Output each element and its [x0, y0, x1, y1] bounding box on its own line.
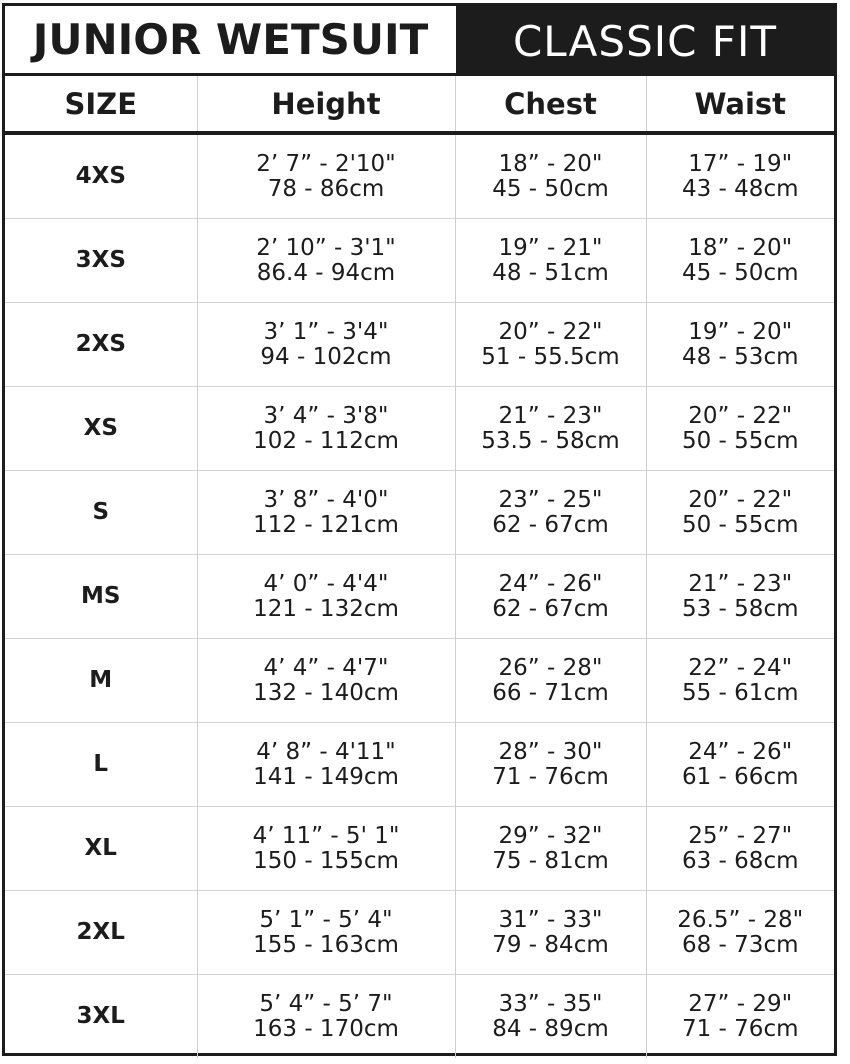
table-row	[5, 555, 834, 639]
height-inches: 4’ 4” - 4'7"	[263, 654, 389, 681]
size-cell: 3XS	[5, 219, 197, 303]
chest-inches: 33” - 35"	[498, 990, 603, 1017]
waist-inches: 26.5” - 28"	[677, 906, 804, 933]
chest-centimeters: 66 - 71cm	[492, 679, 609, 706]
waist-inches: 20” - 22"	[688, 402, 793, 429]
waist-centimeters: 68 - 73cm	[681, 931, 799, 958]
height-cell	[197, 303, 455, 387]
table-row	[5, 303, 834, 387]
chest-cell	[455, 387, 646, 471]
height-centimeters: 94 - 102cm	[260, 343, 392, 370]
waist-inches: 22” - 24"	[688, 654, 793, 681]
table-row	[5, 891, 834, 975]
height-cell	[197, 975, 455, 1059]
waist-cell	[646, 639, 834, 723]
waist-centimeters: 45 - 50cm	[681, 259, 799, 286]
waist-centimeters: 71 - 76cm	[681, 1015, 799, 1042]
size-cell: MS	[5, 555, 197, 639]
chest-cell	[455, 471, 646, 555]
size-cell: XL	[5, 807, 197, 891]
waist-centimeters: 61 - 66cm	[681, 763, 799, 790]
height-cell	[197, 807, 455, 891]
chest-inches: 20” - 22"	[498, 318, 603, 345]
waist-centimeters: 50 - 55cm	[681, 427, 799, 454]
waist-inches: 19” - 20"	[688, 318, 793, 345]
column-header-height: Height	[197, 76, 455, 133]
waist-inches: 21” - 23"	[688, 570, 793, 597]
chest-cell	[455, 219, 646, 303]
height-centimeters: 78 - 86cm	[267, 175, 385, 202]
chest-inches: 24” - 26"	[498, 570, 603, 597]
waist-cell	[646, 723, 834, 807]
size-cell: 3XL	[5, 975, 197, 1059]
table-row	[5, 387, 834, 471]
chest-inches: 29” - 32"	[498, 822, 603, 849]
height-inches: 3’ 1” - 3'4"	[263, 318, 389, 345]
waist-inches: 24” - 26"	[688, 738, 793, 765]
table-row	[5, 219, 834, 303]
waist-centimeters: 48 - 53cm	[681, 343, 799, 370]
table-row	[5, 975, 834, 1059]
waist-centimeters: 43 - 48cm	[681, 175, 799, 202]
chest-inches: 19” - 21"	[498, 234, 603, 261]
column-header-size: SIZE	[5, 76, 197, 133]
chest-cell	[455, 133, 646, 219]
table-body	[5, 133, 834, 1058]
height-inches: 3’ 8” - 4'0"	[263, 486, 389, 513]
waist-centimeters: 63 - 68cm	[681, 847, 799, 874]
size-cell: 4XS	[75, 163, 126, 189]
height-cell	[197, 723, 455, 807]
waist-inches: 18” - 20"	[688, 234, 793, 261]
chest-cell	[455, 303, 646, 387]
title-bar	[5, 6, 834, 76]
column-header-chest: Chest	[455, 76, 646, 133]
waist-cell	[646, 555, 834, 639]
fit-label: CLASSIC FIT	[456, 6, 834, 76]
height-cell	[197, 387, 455, 471]
size-cell: 2XS	[5, 303, 197, 387]
size-cell: 2XL	[5, 891, 197, 975]
height-centimeters: 112 - 121cm	[253, 511, 399, 538]
waist-inches: 17” - 19"	[688, 150, 793, 177]
height-centimeters: 150 - 155cm	[253, 847, 399, 874]
height-centimeters: 141 - 149cm	[253, 763, 399, 790]
chest-cell	[455, 807, 646, 891]
chest-centimeters: 51 - 55.5cm	[481, 343, 620, 370]
chest-cell	[455, 891, 646, 975]
table-row	[5, 807, 834, 891]
height-centimeters: 102 - 112cm	[253, 427, 399, 454]
chest-inches: 31” - 33"	[498, 906, 603, 933]
waist-cell	[646, 133, 834, 219]
height-cell	[197, 219, 455, 303]
size-cell: S	[5, 471, 197, 555]
waist-inches: 20” - 22"	[688, 486, 793, 513]
height-inches: 2’ 7” - 2'10"	[256, 150, 396, 177]
chest-inches: 28” - 30"	[498, 738, 603, 765]
height-cell	[197, 133, 455, 219]
height-centimeters: 132 - 140cm	[253, 679, 399, 706]
height-inches: 4’ 0” - 4'4"	[263, 570, 389, 597]
waist-inches: 27” - 29"	[688, 990, 793, 1017]
chest-cell	[455, 975, 646, 1059]
waist-cell	[646, 387, 834, 471]
size-table	[5, 76, 834, 1058]
height-centimeters: 121 - 132cm	[253, 595, 399, 622]
height-centimeters: 155 - 163cm	[253, 931, 399, 958]
height-inches: 5’ 1” - 5’ 4"	[259, 906, 393, 933]
header-row	[5, 76, 834, 133]
chest-cell	[455, 555, 646, 639]
waist-cell	[646, 219, 834, 303]
size-cell: L	[5, 723, 197, 807]
height-cell	[197, 639, 455, 723]
size-cell: M	[5, 639, 197, 723]
chest-inches: 23” - 25"	[498, 486, 603, 513]
size-chart	[2, 3, 837, 1056]
height-cell	[197, 555, 455, 639]
chest-cell	[455, 723, 646, 807]
waist-centimeters: 55 - 61cm	[681, 679, 799, 706]
height-cell	[197, 891, 455, 975]
chest-inches: 18” - 20"	[498, 150, 603, 177]
waist-centimeters: 50 - 55cm	[681, 511, 799, 538]
waist-inches: 25” - 27"	[688, 822, 793, 849]
waist-cell	[646, 471, 834, 555]
height-inches: 4’ 11” - 5' 1"	[252, 822, 400, 849]
height-inches: 5’ 4” - 5’ 7"	[259, 990, 393, 1017]
chest-centimeters: 53.5 - 58cm	[481, 427, 620, 454]
chest-centimeters: 45 - 50cm	[492, 175, 609, 202]
size-cell: XS	[5, 387, 197, 471]
chest-centimeters: 62 - 67cm	[492, 595, 609, 622]
chest-centimeters: 84 - 89cm	[492, 1015, 609, 1042]
waist-cell	[646, 807, 834, 891]
chest-centimeters: 79 - 84cm	[492, 931, 609, 958]
height-inches: 3’ 4” - 3'8"	[263, 402, 389, 429]
waist-cell	[646, 891, 834, 975]
chest-centimeters: 75 - 81cm	[492, 847, 609, 874]
height-cell	[197, 471, 455, 555]
height-centimeters: 86.4 - 94cm	[256, 259, 396, 286]
chest-centimeters: 62 - 67cm	[492, 511, 609, 538]
table-row	[5, 723, 834, 807]
waist-cell	[646, 975, 834, 1059]
table-row	[5, 471, 834, 555]
table-row	[5, 639, 834, 723]
waist-cell	[646, 303, 834, 387]
waist-centimeters: 53 - 58cm	[681, 595, 799, 622]
height-centimeters: 163 - 170cm	[253, 1015, 399, 1042]
height-inches: 2’ 10” - 3'1"	[256, 234, 396, 261]
chest-inches: 21” - 23"	[498, 402, 603, 429]
chest-cell	[455, 639, 646, 723]
chest-centimeters: 48 - 51cm	[492, 259, 609, 286]
chest-centimeters: 71 - 76cm	[492, 763, 609, 790]
height-inches: 4’ 8” - 4'11"	[256, 738, 396, 765]
table-row	[5, 133, 834, 219]
column-header-waist: Waist	[646, 76, 834, 133]
chart-title: JUNIOR WETSUIT	[5, 6, 456, 76]
chest-inches: 26” - 28"	[498, 654, 603, 681]
